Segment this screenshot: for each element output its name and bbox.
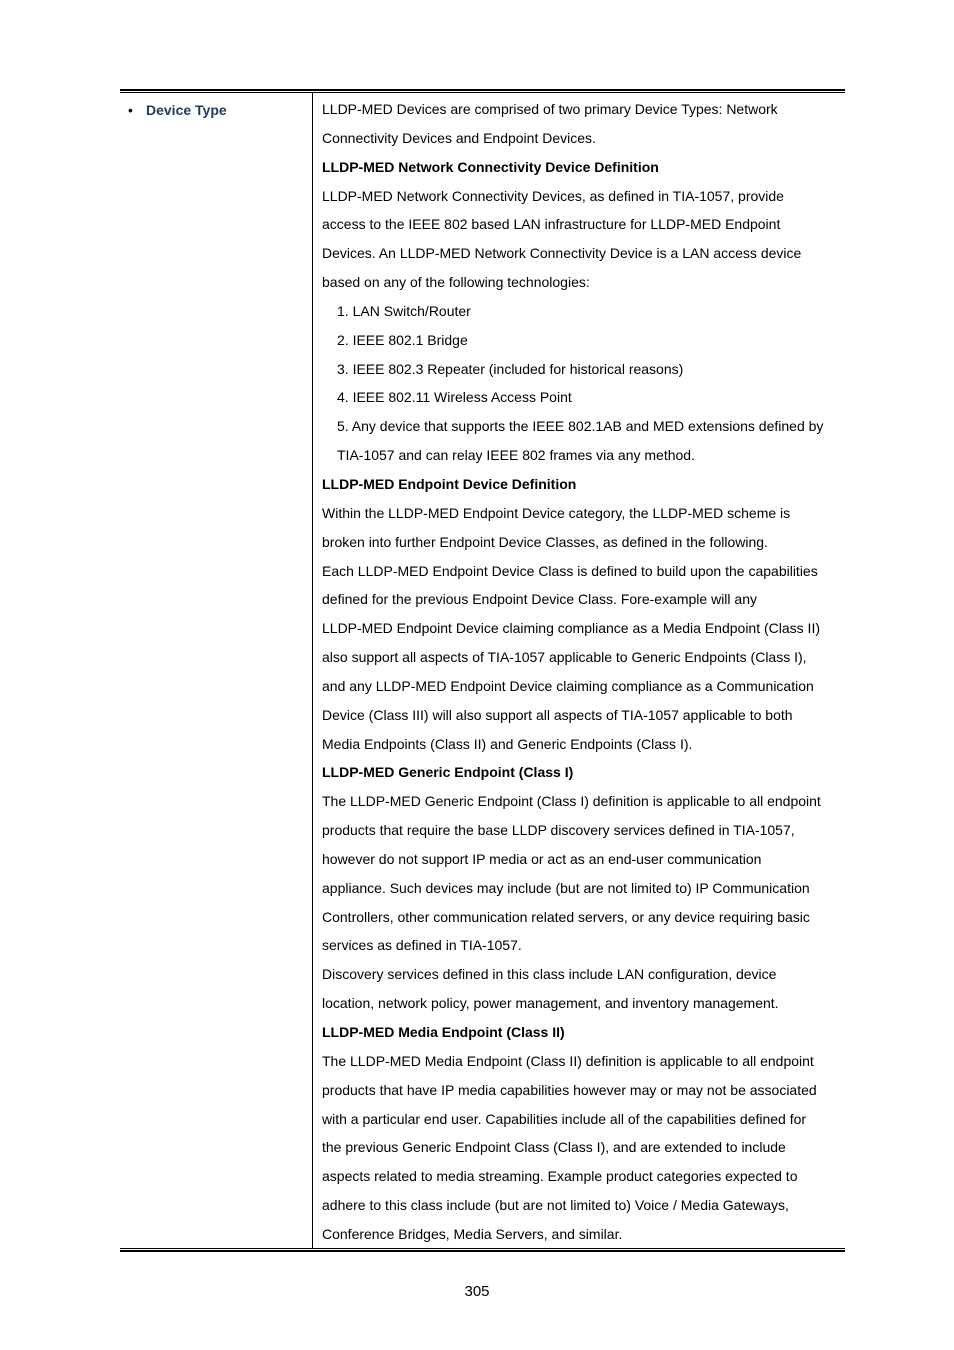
description-line: products that have IP media capabilities however may or may not be associated — [322, 1081, 817, 1098]
list-item: TIA-1057 and can relay IEEE 802 frames via any method. — [337, 447, 695, 464]
description-line: the previous Generic Endpoint Class (Class I), and are extended to include — [322, 1139, 786, 1156]
description-cell — [322, 95, 842, 1249]
description-line: Devices. An LLDP-MED Network Connectivity Device is a LAN access device — [322, 245, 802, 262]
description-line: aspects related to media streaming. Example product categories expected to — [322, 1168, 798, 1185]
list-item: 4. IEEE 802.11 Wireless Access Point — [337, 389, 572, 406]
description-line: Controllers, other communication related servers, or any device requiring basic — [322, 908, 810, 925]
description-line: Each LLDP-MED Endpoint Device Class is defined to build upon the capabilities — [322, 562, 818, 579]
description-line: services as defined in TIA-1057. — [322, 937, 522, 954]
description-line: based on any of the following technologies: — [322, 274, 590, 291]
description-line: however do not support IP media or act as an end-user communication — [322, 850, 762, 867]
bullet-icon: • — [128, 102, 133, 118]
description-line: Conference Bridges, Media Servers, and similar. — [322, 1225, 623, 1242]
description-line: and any LLDP-MED Endpoint Device claiming compliance as a Communication — [322, 677, 814, 694]
description-line: also support all aspects of TIA-1057 applicable to Generic Endpoints (Class I), — [322, 649, 807, 666]
parameter-label: Device Type — [146, 102, 227, 118]
list-item: 1. LAN Switch/Router — [337, 302, 471, 319]
page-number: 305 — [464, 1283, 490, 1300]
description-line: Discovery services defined in this class include LAN configuration, device — [322, 966, 777, 983]
description-line: adhere to this class include (but are not limited to) Voice / Media Gateways, — [322, 1197, 789, 1214]
description-line: The LLDP-MED Generic Endpoint (Class I) definition is applicable to all endpoint — [322, 793, 821, 810]
description-line: The LLDP-MED Media Endpoint (Class II) definition is applicable to all endpoint — [322, 1052, 814, 1069]
description-line: LLDP-MED Devices are comprised of two primary Device Types: Network — [322, 101, 778, 117]
description-line: appliance. Such devices may include (but are not limited to) IP Communication — [322, 879, 810, 896]
section-heading: LLDP-MED Network Connectivity Device Definition — [322, 158, 659, 175]
list-item: 5. Any device that supports the IEEE 802.1AB and MED extensions defined by — [337, 418, 824, 435]
description-line: with a particular end user. Capabilities include all of the capabilities defined for — [322, 1110, 807, 1127]
section-heading: LLDP-MED Generic Endpoint (Class I) — [322, 764, 574, 781]
description-line: LLDP-MED Endpoint Device claiming compliance as a Media Endpoint (Class II) — [322, 620, 820, 637]
list-item: 3. IEEE 802.3 Repeater (included for historical reasons) — [337, 360, 684, 377]
description-line: location, network policy, power management, and inventory management. — [322, 995, 779, 1012]
description-line: LLDP-MED Network Connectivity Devices, as defined in TIA-1057, provide — [322, 187, 784, 204]
parameter-cell — [128, 100, 227, 120]
description-line: Connectivity Devices and Endpoint Devices. — [322, 129, 596, 146]
description-line: Device (Class III) will also support all aspects of TIA-1057 applicable to both — [322, 706, 793, 723]
table-bottom-rule — [120, 1248, 845, 1252]
description-line: access to the IEEE 802 based LAN infrastructure for LLDP-MED Endpoint — [322, 216, 781, 233]
section-heading: LLDP-MED Endpoint Device Definition — [322, 475, 577, 492]
section-heading: LLDP-MED Media Endpoint (Class II) — [322, 1024, 565, 1040]
description-line: defined for the previous Endpoint Device Class. Fore-example will any — [322, 591, 757, 608]
table-top-rule — [120, 89, 845, 93]
description-line: products that require the base LLDP discovery services defined in TIA-1057, — [322, 822, 795, 839]
description-line: broken into further Endpoint Device Classes, as defined in the following. — [322, 533, 768, 550]
description-line: Media Endpoints (Class II) and Generic Endpoints (Class I). — [322, 735, 693, 752]
description-line: Within the LLDP-MED Endpoint Device category, the LLDP-MED scheme is — [322, 504, 791, 521]
table-column-divider — [312, 93, 313, 1248]
list-item: 2. IEEE 802.1 Bridge — [337, 331, 468, 348]
